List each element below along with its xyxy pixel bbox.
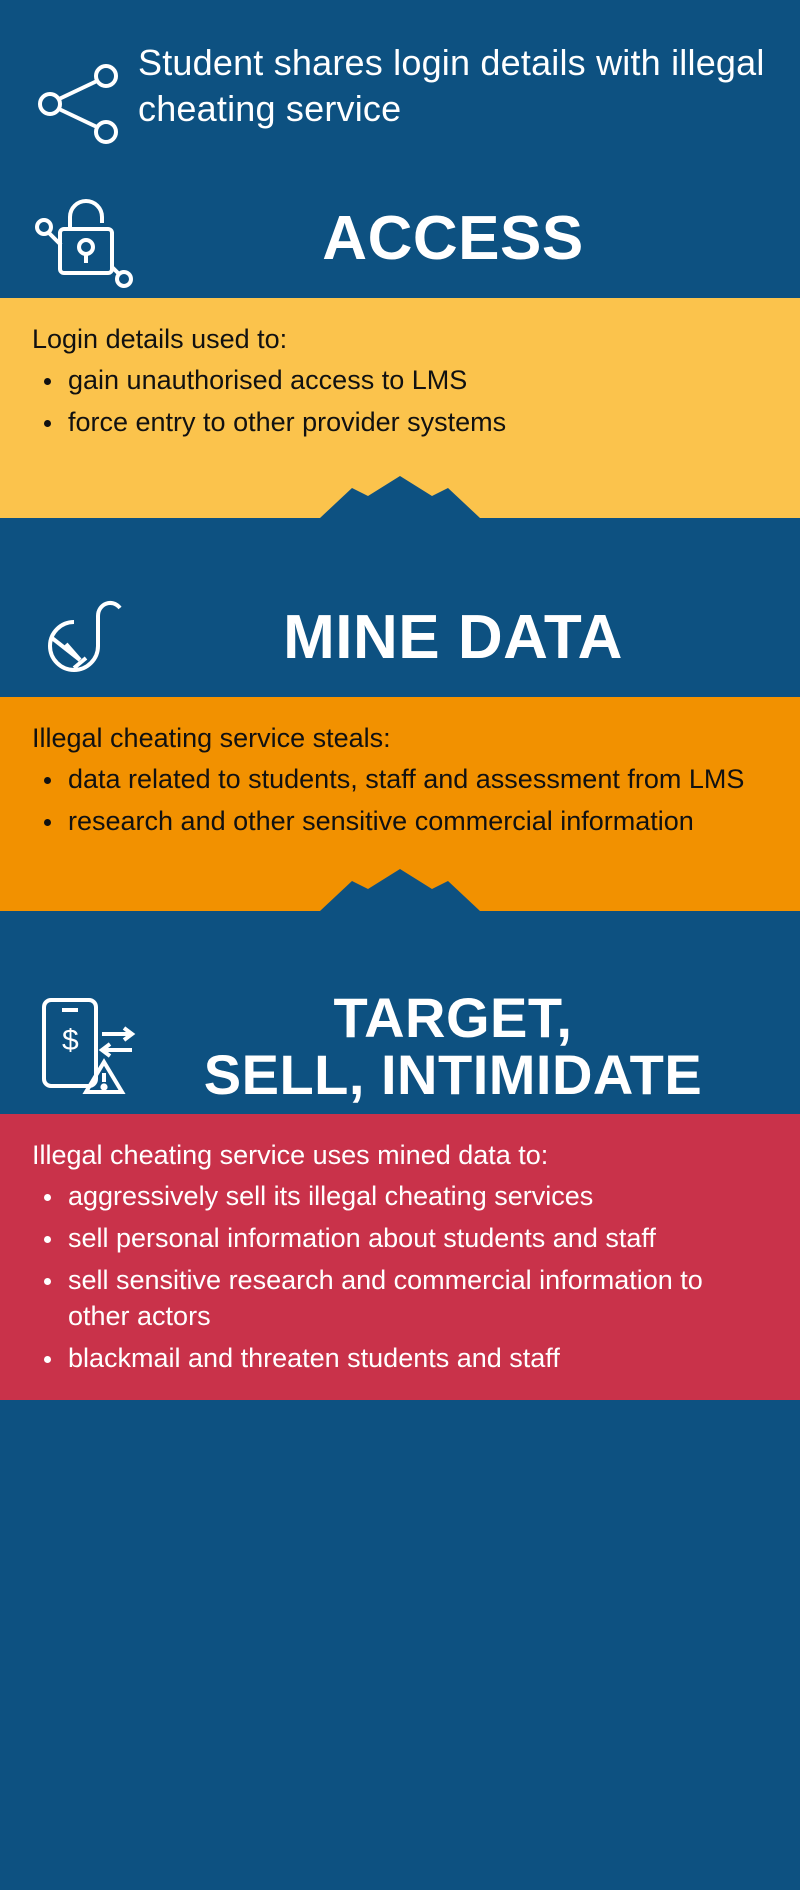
stage-access-title: ACCESS	[322, 204, 584, 274]
stage-mine-intro: Illegal cheating service steals:	[32, 722, 391, 753]
stage-target-panel	[0, 1114, 800, 1401]
header-section	[0, 0, 800, 180]
spacer-blue-1	[0, 527, 800, 579]
list-item: blackmail and threaten students and staff	[32, 1341, 770, 1377]
stage-mine-title-row	[0, 579, 800, 697]
stage-access-panel	[0, 298, 800, 527]
list-item: data related to students, staff and assessment from LMS	[32, 762, 770, 798]
header-text: Student shares login details with illegal cheating service	[138, 42, 765, 130]
stage-target-title-line2: SELL, INTIMIDATE	[203, 1042, 703, 1106]
svg-text:$: $	[62, 1023, 79, 1057]
list-item: research and other sensitive commercial information	[32, 804, 770, 840]
phone-money-warning-icon	[24, 990, 144, 1102]
open-padlock-icon	[24, 183, 144, 295]
stage-access-title-row	[0, 180, 800, 298]
stage-target-title	[144, 985, 772, 1106]
list-item: sell personal information about students and staff	[32, 1221, 770, 1257]
stage-access-intro: Login details used to:	[32, 324, 288, 354]
list-item: aggressively sell its illegal cheating services	[32, 1179, 770, 1215]
list-item: sell sensitive research and commercial information to other actors	[32, 1263, 770, 1335]
list-item: force entry to other provider systems	[32, 405, 770, 441]
arrow-connector-1	[0, 476, 800, 528]
stage-mine-title: MINE DATA	[283, 603, 623, 673]
spacer-blue-2	[0, 920, 800, 978]
stage-target-title-row	[0, 978, 800, 1114]
stage-target-list	[32, 1179, 770, 1377]
stage-mine-list	[32, 762, 770, 840]
share-nodes-icon	[28, 40, 138, 154]
stage-mine-panel	[0, 697, 800, 920]
stage-target-title-line1: TARGET,	[333, 985, 573, 1049]
list-item: gain unauthorised access to LMS	[32, 363, 770, 399]
arrow-connector-2	[0, 869, 800, 921]
stage-access-list	[32, 363, 770, 441]
stage-target-intro: Illegal cheating service uses mined data to:	[32, 1139, 549, 1170]
fish-hook-icon	[24, 582, 144, 694]
